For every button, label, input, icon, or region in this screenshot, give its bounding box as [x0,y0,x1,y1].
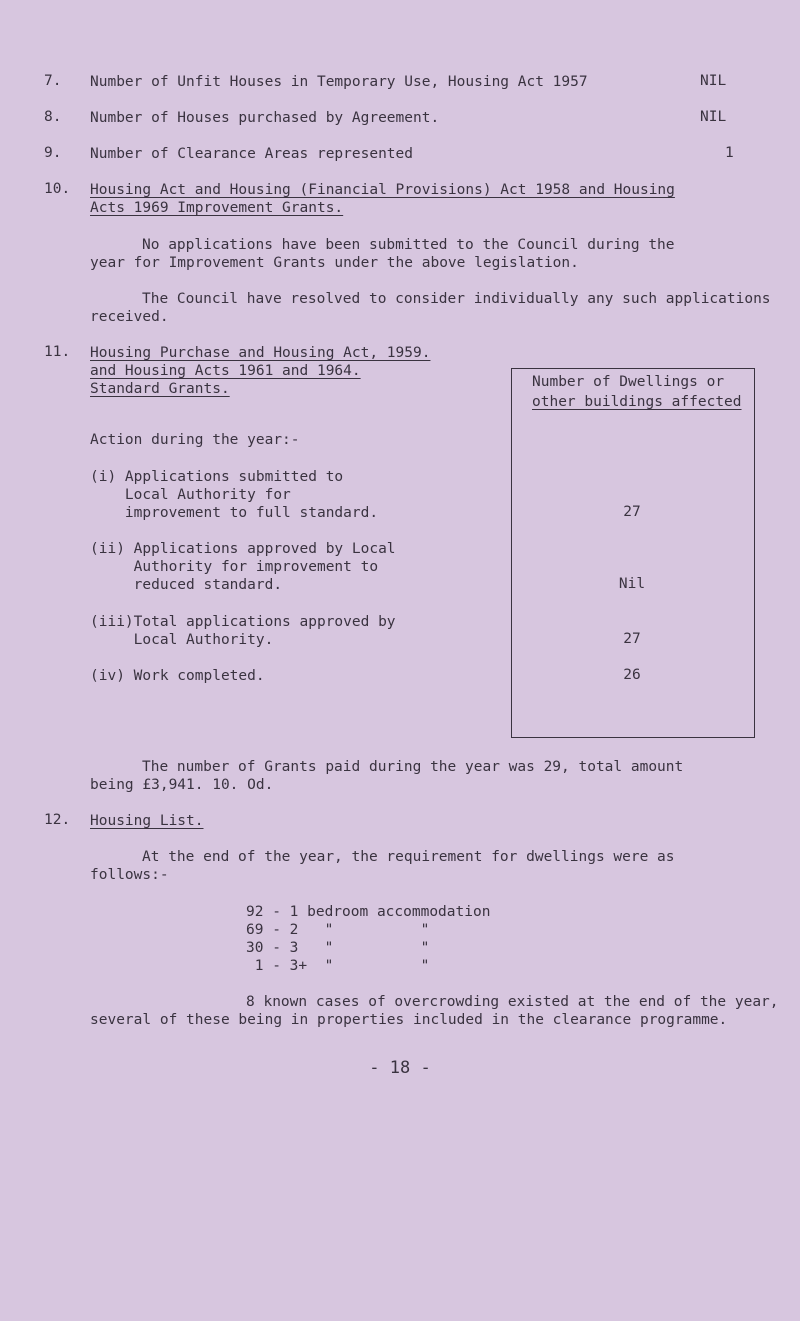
item-value: NIL [700,109,727,125]
row-value: 26 [623,667,641,683]
item-number: 8. [44,109,62,125]
grants-text: The number of Grants paid during the year was 29, total amount [142,759,684,775]
item-text: Number of Clearance Areas represented [90,146,414,162]
item-number: 9. [44,145,62,161]
row-value: 27 [623,631,641,647]
requirement-line: 69 - 2 " " [246,922,430,938]
paragraph: No applications have been submitted to the Council during the [142,237,675,253]
row-value: 27 [623,504,641,520]
row-label: (iii)Total applications approved by [90,614,396,630]
paragraph: 8 known cases of overcrowding existed at the end of the year, [246,994,779,1010]
section-number: 12. [44,812,71,828]
item-number: 7. [44,73,62,89]
section-heading: Housing List. [90,813,204,829]
item-value: NIL [700,73,727,89]
row-label: (iv) Work completed. [90,668,265,684]
section-heading: and Housing Acts 1961 and 1964. [90,363,361,379]
requirement-line: 30 - 3 " " [246,940,430,956]
row-label: Local Authority. [90,632,274,648]
row-label: Authority for improvement to [90,559,379,575]
section-heading: Acts 1969 Improvement Grants. [90,200,344,216]
requirement-line: 1 - 3+ " " [246,958,430,974]
row-label: improvement to full standard. [90,505,379,521]
section-number: 11. [44,344,71,360]
requirement-line: 92 - 1 bedroom accommodation [246,904,491,920]
paragraph: At the end of the year, the requirement for dwellings were as [142,849,675,865]
row-label: (i) Applications submitted to [90,469,344,485]
section-heading: Housing Purchase and Housing Act, 1959. [90,345,431,361]
column-header-line: Number of Dwellings or [532,374,725,390]
row-label: (ii) Applications approved by Local [90,541,396,557]
row-label: reduced standard. [90,577,283,593]
paragraph: received. [90,309,169,325]
section-heading: Standard Grants. [90,381,230,397]
row-value: Nil [618,576,646,592]
item-text: Number of Houses purchased by Agreement. [90,110,440,126]
page-number: - 18 - [369,1058,431,1078]
paragraph: several of these being in properties included in the clearance programme. [90,1012,728,1028]
column-header-line: other buildings affected [532,394,742,410]
section-number: 10. [44,181,71,197]
section-heading: Housing Act and Housing (Financial Provisions) Act 1958 and Housing [90,182,675,198]
item-value: 1 [725,145,734,161]
item-text: Number of Unfit Houses in Temporary Use, Housing Act 1957 [90,74,588,90]
column-header [511,368,755,421]
row-label: Local Authority for [90,487,291,503]
paragraph: follows:- [90,867,169,883]
grants-text: being £3,941. 10. Od. [90,777,274,793]
action-label: Action during the year:- [90,432,300,448]
paragraph: year for Improvement Grants under the above legislation. [90,255,579,271]
paragraph: The Council have resolved to consider individually any such applications [142,291,771,307]
